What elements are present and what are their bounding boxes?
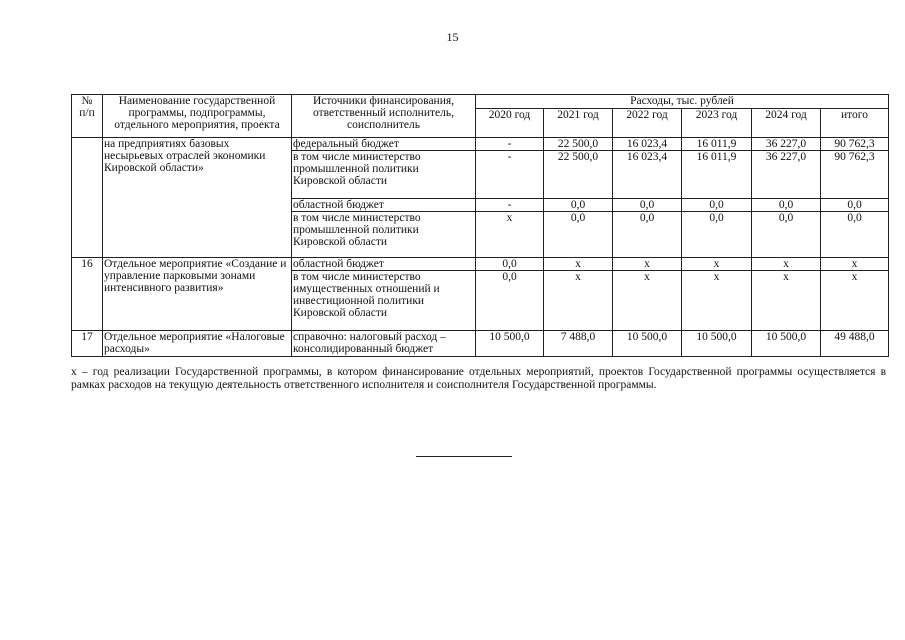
value-cell: x — [682, 258, 752, 271]
source-cell: справочно: налоговый расход – консолидированный бюджет — [292, 331, 476, 357]
value-cell: 90 762,3 — [821, 138, 889, 151]
value-cell: 90 762,3 — [821, 151, 889, 199]
header-total: итого — [821, 109, 889, 138]
value-cell: 0,0 — [613, 212, 682, 258]
value-cell: 0,0 — [821, 199, 889, 212]
value-cell: 36 227,0 — [752, 138, 821, 151]
row-name: Отдельное мероприятие «Создание и управление парковыми зонами интенсивного развития» — [103, 258, 292, 331]
row-num: 17 — [72, 331, 103, 357]
value-cell: x — [821, 271, 889, 331]
value-cell: x — [752, 258, 821, 271]
value-cell: 0,0 — [682, 199, 752, 212]
source-cell: федеральный бюджет — [292, 138, 476, 151]
value-cell: 0,0 — [476, 258, 544, 271]
header-year-2020: 2020 год — [476, 109, 544, 138]
value-cell: 10 500,0 — [752, 331, 821, 357]
row-num — [72, 138, 103, 258]
value-cell: 16 011,9 — [682, 151, 752, 199]
value-cell: x — [613, 258, 682, 271]
value-cell: 0,0 — [476, 271, 544, 331]
value-cell: 0,0 — [544, 212, 613, 258]
header-year-2021: 2021 год — [544, 109, 613, 138]
separator-line — [416, 456, 512, 457]
header-num: № п/п — [72, 95, 103, 138]
value-cell: 0,0 — [613, 199, 682, 212]
header-name: Наименование государственной программы, подпрограммы, отдельного мероприятия, проекта — [103, 95, 292, 138]
value-cell: x — [821, 258, 889, 271]
value-cell: 10 500,0 — [682, 331, 752, 357]
value-cell: x — [682, 271, 752, 331]
value-cell: 22 500,0 — [544, 138, 613, 151]
source-cell: областной бюджет — [292, 199, 476, 212]
footnote: x – год реализации Государственной программы, в котором финансирование отдельных мероприятий, проектов Государственной программы осуществляется в рамках расходов на текущую деятельность ответственного исполнителя и соисполнителя Государственной программы. — [71, 366, 886, 391]
table-row — [72, 258, 889, 271]
source-cell: в том числе министерство имущественных отношений и инвестиционной политики Кировской области — [292, 271, 476, 331]
value-cell: x — [752, 271, 821, 331]
table-row — [72, 331, 889, 357]
value-cell: 10 500,0 — [476, 331, 544, 357]
value-cell: 7 488,0 — [544, 331, 613, 357]
value-cell: x — [476, 212, 544, 258]
value-cell: 16 011,9 — [682, 138, 752, 151]
value-cell: 0,0 — [821, 212, 889, 258]
value-cell: - — [476, 199, 544, 212]
page-number: 15 — [446, 30, 459, 44]
value-cell: x — [544, 258, 613, 271]
row-num: 16 — [72, 258, 103, 331]
value-cell: 0,0 — [752, 212, 821, 258]
source-cell: в том числе министерство промышленной политики Кировской области — [292, 151, 476, 199]
source-cell: в том числе министерство промышленной политики Кировской области — [292, 212, 476, 258]
header-year-2022: 2022 год — [613, 109, 682, 138]
value-cell: 22 500,0 — [544, 151, 613, 199]
header-expenses: Расходы, тыс. рублей — [476, 95, 889, 109]
value-cell: 0,0 — [682, 212, 752, 258]
row-name: на предприятиях базовых несырьевых отраслей экономики Кировской области» — [103, 138, 292, 258]
value-cell: - — [476, 138, 544, 151]
value-cell: x — [544, 271, 613, 331]
table-row — [72, 138, 889, 151]
budget-table — [71, 94, 889, 357]
value-cell: 10 500,0 — [613, 331, 682, 357]
header-year-2024: 2024 год — [752, 109, 821, 138]
row-name: Отдельное мероприятие «Налоговые расходы» — [103, 331, 292, 357]
value-cell: 16 023,4 — [613, 151, 682, 199]
source-cell: областной бюджет — [292, 258, 476, 271]
header-year-2023: 2023 год — [682, 109, 752, 138]
value-cell: x — [613, 271, 682, 331]
header-sources: Источники финансирования, ответственный исполнитель, соисполнитель — [292, 95, 476, 138]
value-cell: 16 023,4 — [613, 138, 682, 151]
value-cell: 49 488,0 — [821, 331, 889, 357]
value-cell: - — [476, 151, 544, 199]
value-cell: 0,0 — [752, 199, 821, 212]
value-cell: 0,0 — [544, 199, 613, 212]
value-cell: 36 227,0 — [752, 151, 821, 199]
